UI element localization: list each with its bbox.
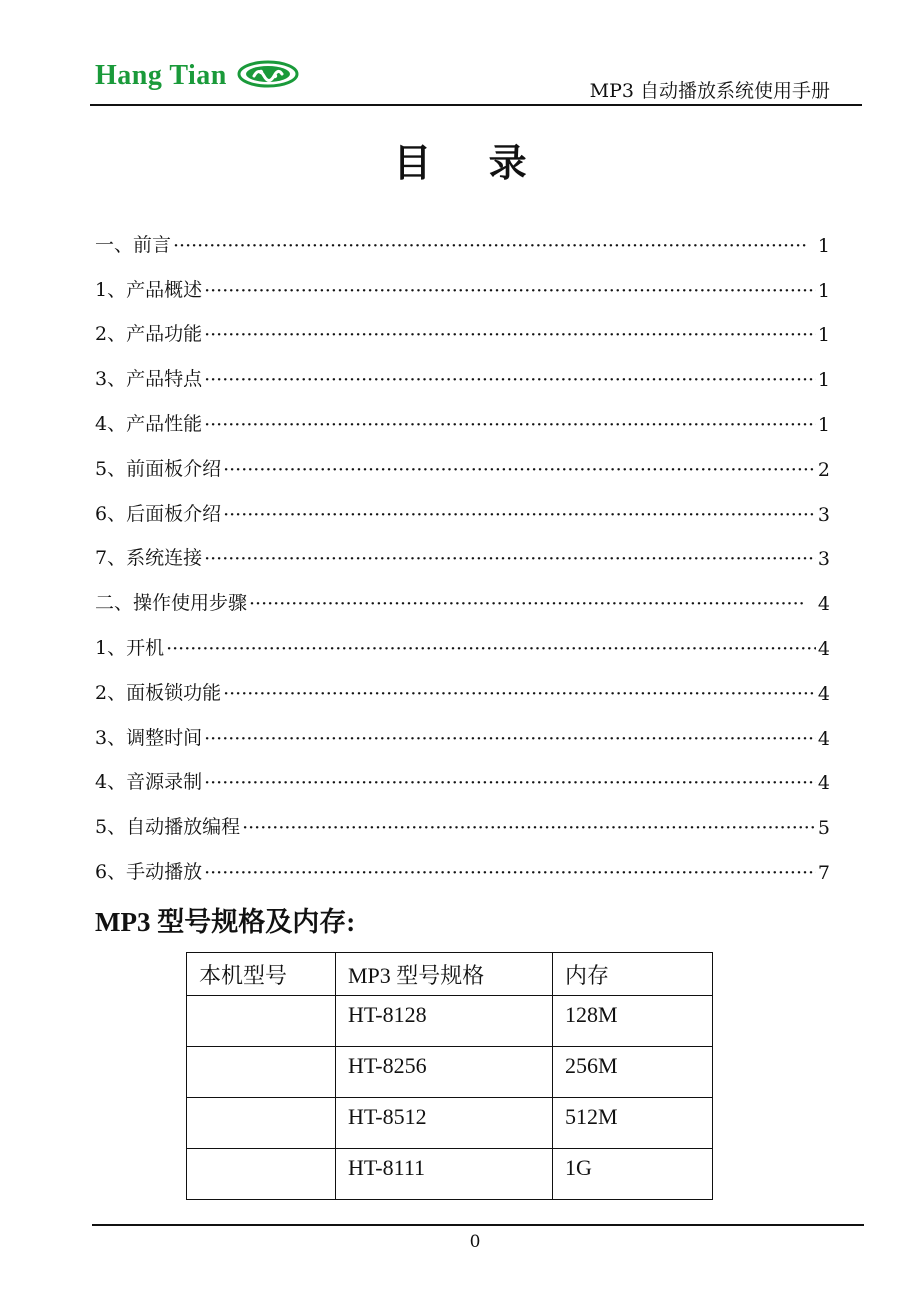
table-row bbox=[187, 1047, 713, 1098]
toc-entry-label: 4、产品性能 bbox=[95, 412, 203, 435]
spec-header-row bbox=[187, 953, 713, 996]
table-cell: 256M bbox=[553, 1047, 713, 1098]
toc-entry[interactable] bbox=[95, 794, 830, 839]
toc-entry[interactable] bbox=[95, 302, 830, 347]
toc-leader-dots bbox=[249, 593, 806, 615]
toc-entry-label: 6、手动播放 bbox=[95, 860, 203, 883]
column-header: 本机型号 bbox=[187, 953, 336, 996]
footer-divider bbox=[92, 1224, 864, 1226]
toc-leader-dots bbox=[204, 772, 816, 794]
table-cell bbox=[187, 1098, 336, 1149]
toc-entry-label: 2、面板锁功能 bbox=[95, 681, 222, 704]
toc-entry-page: 3 bbox=[817, 548, 830, 571]
toc-entry-page: 1 bbox=[817, 324, 830, 347]
toc-entry-label: 5、前面板介绍 bbox=[95, 457, 222, 480]
toc-entry[interactable] bbox=[95, 839, 830, 884]
toc-leader-dots bbox=[173, 235, 806, 257]
brand-name: Hang Tian bbox=[95, 60, 227, 91]
spec-table bbox=[186, 952, 713, 1200]
column-header: MP3 型号规格 bbox=[336, 953, 553, 996]
brand bbox=[95, 60, 299, 92]
spec-heading: MP3 型号规格及内存: bbox=[95, 907, 356, 937]
toc-entry[interactable] bbox=[95, 257, 830, 302]
toc-entry[interactable] bbox=[95, 436, 830, 481]
toc-entry-page: 1 bbox=[817, 234, 830, 257]
table-cell bbox=[187, 996, 336, 1047]
table-cell: HT-8512 bbox=[336, 1098, 553, 1149]
toc-leader-dots bbox=[223, 459, 816, 481]
toc-entry-page: 7 bbox=[817, 861, 830, 884]
toc-leader-dots bbox=[166, 638, 816, 660]
toc-entry-page: 4 bbox=[817, 593, 830, 616]
toc-entry-label: 1、开机 bbox=[95, 636, 165, 659]
toc-entry[interactable] bbox=[95, 526, 830, 571]
toc-entry[interactable] bbox=[95, 705, 830, 750]
toc-leader-dots bbox=[204, 862, 816, 884]
table-cell bbox=[187, 1047, 336, 1098]
toc-entry[interactable] bbox=[95, 660, 830, 705]
toc-entry-label: 2、产品功能 bbox=[95, 323, 203, 346]
table-cell: 1G bbox=[553, 1149, 713, 1200]
table-of-contents bbox=[95, 212, 830, 884]
header-divider bbox=[90, 104, 862, 106]
toc-leader-dots bbox=[204, 324, 816, 346]
toc-entry-page: 3 bbox=[817, 503, 830, 526]
toc-entry-label: 6、后面板介绍 bbox=[95, 502, 222, 525]
toc-entry[interactable] bbox=[95, 570, 830, 615]
toc-leader-dots bbox=[223, 683, 816, 705]
toc-entry-page: 4 bbox=[817, 772, 830, 795]
toc-entry-page: 4 bbox=[817, 727, 830, 750]
table-cell: HT-8111 bbox=[336, 1149, 553, 1200]
toc-entry-page: 4 bbox=[817, 682, 830, 705]
toc-entry-page: 2 bbox=[817, 458, 830, 481]
toc-entry-label: 1、产品概述 bbox=[95, 278, 203, 301]
column-header: 内存 bbox=[553, 953, 713, 996]
hangtian-logo-icon bbox=[237, 60, 299, 92]
page-number: 0 bbox=[469, 1232, 481, 1252]
toc-entry[interactable] bbox=[95, 212, 830, 257]
toc-leader-dots bbox=[204, 548, 816, 570]
toc-entry-page: 1 bbox=[817, 369, 830, 392]
toc-leader-dots bbox=[204, 414, 816, 436]
toc-entry[interactable] bbox=[95, 391, 830, 436]
toc-entry-label: 3、调整时间 bbox=[95, 726, 203, 749]
toc-leader-dots bbox=[204, 280, 816, 302]
toc-entry-page: 5 bbox=[817, 817, 830, 840]
table-row bbox=[187, 1098, 713, 1149]
table-cell: 512M bbox=[553, 1098, 713, 1149]
toc-entry-label: 一、前言 bbox=[95, 233, 172, 256]
toc-entry[interactable] bbox=[95, 346, 830, 391]
table-cell: 128M bbox=[553, 996, 713, 1047]
toc-leader-dots bbox=[242, 817, 816, 839]
toc-leader-dots bbox=[204, 728, 816, 750]
toc-leader-dots bbox=[204, 369, 816, 391]
page-title: 目 录 bbox=[393, 140, 549, 185]
toc-entry-label: 4、音源录制 bbox=[95, 771, 203, 794]
table-row bbox=[187, 1149, 713, 1200]
toc-entry[interactable] bbox=[95, 481, 830, 526]
toc-entry-label: 二、操作使用步骤 bbox=[95, 592, 248, 615]
toc-entry[interactable] bbox=[95, 750, 830, 795]
toc-leader-dots bbox=[223, 504, 816, 526]
table-row bbox=[187, 996, 713, 1047]
toc-entry[interactable] bbox=[95, 615, 830, 660]
toc-entry-page: 1 bbox=[817, 279, 830, 302]
toc-entry-page: 1 bbox=[817, 413, 830, 436]
toc-entry-label: 5、自动播放编程 bbox=[95, 816, 241, 839]
toc-entry-label: 7、系统连接 bbox=[95, 547, 203, 570]
header-title: MP3 自动播放系统使用手册 bbox=[589, 80, 830, 102]
toc-entry-page: 4 bbox=[817, 637, 830, 660]
table-cell: HT-8128 bbox=[336, 996, 553, 1047]
table-cell bbox=[187, 1149, 336, 1200]
table-cell: HT-8256 bbox=[336, 1047, 553, 1098]
toc-entry-label: 3、产品特点 bbox=[95, 368, 203, 391]
